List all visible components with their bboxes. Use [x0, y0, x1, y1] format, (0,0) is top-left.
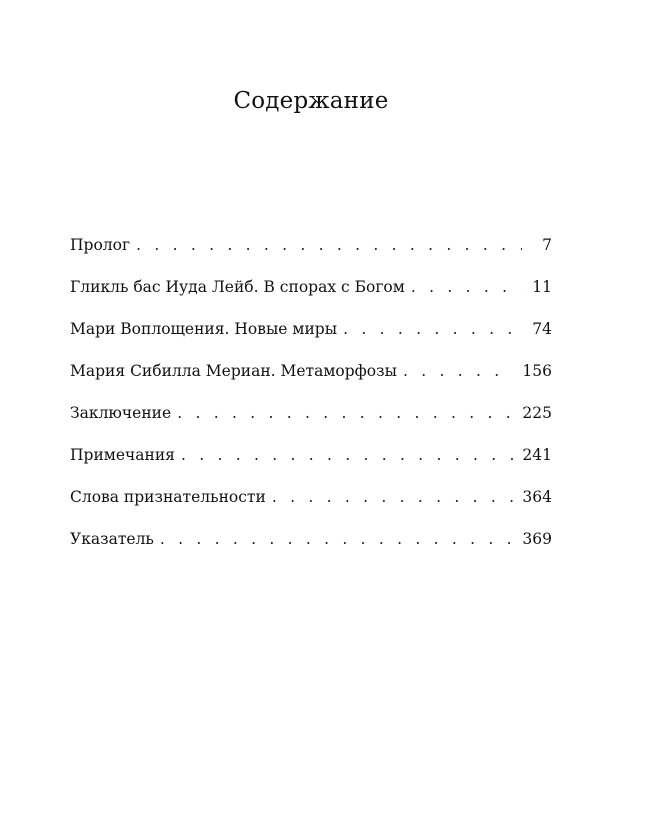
toc-entry-conclusion	[70, 404, 552, 446]
dot-leader	[181, 446, 514, 464]
page-title: Содержание	[233, 88, 389, 114]
toc-entry-label: Мари Воплощения. Новые миры	[70, 320, 338, 338]
toc-entry-page-number: 364	[522, 488, 552, 506]
toc-entry-glikl	[70, 278, 552, 320]
toc-entry-page-number: 11	[532, 278, 552, 296]
dot-leader	[411, 278, 522, 296]
toc-entry-page-number: 156	[522, 362, 552, 380]
toc-entry-page-number: 241	[522, 446, 552, 464]
toc-entry-label: Слова признательности	[70, 488, 266, 506]
toc-entry-label: Примечания	[70, 446, 175, 464]
toc-entry-merian	[70, 362, 552, 404]
dot-leader	[160, 530, 515, 548]
toc-entry-notes	[70, 446, 552, 488]
dot-leader	[272, 488, 515, 506]
toc-entry-label: Указатель	[70, 530, 154, 548]
toc-entry-prologue	[70, 236, 552, 278]
toc-entry-label: Гликль бас Иуда Лейб. В спорах с Богом	[70, 278, 405, 296]
toc-entry-marie	[70, 320, 552, 362]
toc-entry-label: Пролог	[70, 236, 131, 254]
toc-entry-page-number: 7	[542, 236, 552, 254]
table-of-contents	[70, 236, 552, 572]
toc-entry-label: Мария Сибилла Мериан. Метаморфозы	[70, 362, 397, 380]
toc-entry-page-number: 369	[522, 530, 552, 548]
toc-entry-acknowledgments	[70, 488, 552, 530]
toc-entry-page-number: 225	[522, 404, 552, 422]
dot-leader	[177, 404, 514, 422]
dot-leader	[403, 362, 514, 380]
toc-entry-page-number: 74	[532, 320, 552, 338]
toc-entry-label: Заключение	[70, 404, 172, 422]
dot-leader	[343, 320, 522, 338]
dot-leader	[136, 236, 522, 254]
toc-entry-index	[70, 530, 552, 572]
